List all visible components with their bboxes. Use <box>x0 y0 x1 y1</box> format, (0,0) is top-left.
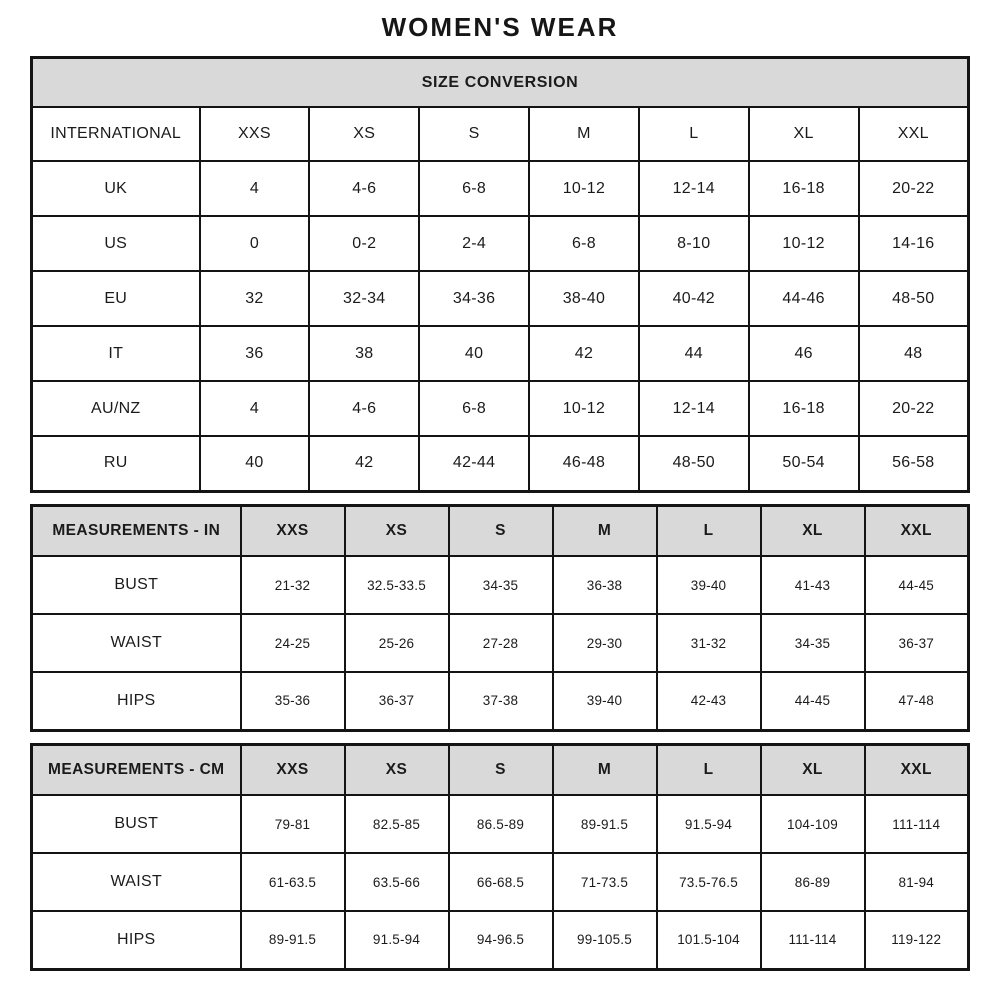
size-value-cell: 47-48 <box>865 672 969 730</box>
row-label: AU/NZ <box>32 381 200 436</box>
size-value-cell: 38-40 <box>529 271 639 326</box>
table-row <box>32 556 969 614</box>
size-value-cell: 37-38 <box>449 672 553 730</box>
size-value-cell: 32-34 <box>309 271 419 326</box>
table-row <box>32 853 969 911</box>
size-value-cell: 39-40 <box>657 556 761 614</box>
size-value-cell: 6-8 <box>419 381 529 436</box>
size-guide-page <box>30 0 970 971</box>
size-column-header: XS <box>345 744 449 795</box>
table-row <box>32 911 969 969</box>
size-value-cell: 4-6 <box>309 161 419 216</box>
size-value-cell: 36 <box>200 326 310 381</box>
size-value-cell: 81-94 <box>865 853 969 911</box>
size-value-cell: 56-58 <box>859 436 969 491</box>
size-value-cell: 46-48 <box>529 436 639 491</box>
row-label: HIPS <box>32 911 241 969</box>
size-column-header: XS <box>345 505 449 556</box>
size-value-cell: 4 <box>200 161 310 216</box>
size-column-header: XL <box>761 744 865 795</box>
size-value-cell: 36-37 <box>865 614 969 672</box>
size-value-cell: 50-54 <box>749 436 859 491</box>
size-value-cell: 111-114 <box>865 795 969 853</box>
size-value-cell: 48 <box>859 326 969 381</box>
size-column-header: XXL <box>859 107 969 161</box>
size-column-header: L <box>657 505 761 556</box>
size-value-cell: 89-91.5 <box>241 911 345 969</box>
size-value-cell: 46 <box>749 326 859 381</box>
size-column-header: S <box>419 107 529 161</box>
page-title: WOMEN'S WEAR <box>381 12 619 42</box>
size-value-cell: 34-36 <box>419 271 529 326</box>
size-value-cell: 16-18 <box>749 381 859 436</box>
size-column-header: M <box>553 744 657 795</box>
size-column-header: S <box>449 744 553 795</box>
size-value-cell: 0-2 <box>309 216 419 271</box>
size-value-cell: 89-91.5 <box>553 795 657 853</box>
row-label: UK <box>32 161 200 216</box>
size-value-cell: 86-89 <box>761 853 865 911</box>
size-column-header: S <box>449 505 553 556</box>
size-value-cell: 10-12 <box>749 216 859 271</box>
measurements-in-header-row <box>32 505 969 556</box>
size-value-cell: 42-43 <box>657 672 761 730</box>
measurements-in-body <box>32 556 969 730</box>
size-value-cell: 6-8 <box>419 161 529 216</box>
size-value-cell: 31-32 <box>657 614 761 672</box>
size-value-cell: 119-122 <box>865 911 969 969</box>
size-value-cell: 63.5-66 <box>345 853 449 911</box>
size-value-cell: 40-42 <box>639 271 749 326</box>
row-label: IT <box>32 326 200 381</box>
size-column-header: XXL <box>865 505 969 556</box>
size-value-cell: 42 <box>309 436 419 491</box>
size-column-header: L <box>639 107 749 161</box>
size-conversion-body <box>32 161 969 491</box>
table-row <box>32 381 969 436</box>
table-row <box>32 795 969 853</box>
size-value-cell: 73.5-76.5 <box>657 853 761 911</box>
size-value-cell: 44 <box>639 326 749 381</box>
size-value-cell: 20-22 <box>859 161 969 216</box>
size-value-cell: 36-37 <box>345 672 449 730</box>
size-value-cell: 39-40 <box>553 672 657 730</box>
size-value-cell: 61-63.5 <box>241 853 345 911</box>
size-value-cell: 104-109 <box>761 795 865 853</box>
size-value-cell: 0 <box>200 216 310 271</box>
size-value-cell: 29-30 <box>553 614 657 672</box>
size-value-cell: 82.5-85 <box>345 795 449 853</box>
table-row <box>32 672 969 730</box>
row-label: BUST <box>32 556 241 614</box>
row-label: HIPS <box>32 672 241 730</box>
size-value-cell: 34-35 <box>449 556 553 614</box>
size-conversion-table <box>30 56 970 493</box>
table-row <box>32 326 969 381</box>
size-value-cell: 101.5-104 <box>657 911 761 969</box>
size-value-cell: 42-44 <box>419 436 529 491</box>
size-value-cell: 40 <box>200 436 310 491</box>
measurements-cm-header-row <box>32 744 969 795</box>
size-column-header: XXS <box>200 107 310 161</box>
size-value-cell: 66-68.5 <box>449 853 553 911</box>
row-label: RU <box>32 436 200 491</box>
size-value-cell: 111-114 <box>761 911 865 969</box>
size-value-cell: 27-28 <box>449 614 553 672</box>
row-label: US <box>32 216 200 271</box>
size-value-cell: 91.5-94 <box>657 795 761 853</box>
size-column-header: XXS <box>241 505 345 556</box>
label-column-header: MEASUREMENTS - CM <box>32 744 241 795</box>
size-value-cell: 40 <box>419 326 529 381</box>
size-value-cell: 91.5-94 <box>345 911 449 969</box>
row-label: BUST <box>32 795 241 853</box>
label-column-header: MEASUREMENTS - IN <box>32 505 241 556</box>
size-value-cell: 32 <box>200 271 310 326</box>
size-column-header: XS <box>309 107 419 161</box>
size-value-cell: 12-14 <box>639 381 749 436</box>
size-value-cell: 34-35 <box>761 614 865 672</box>
size-value-cell: 4 <box>200 381 310 436</box>
table-row <box>32 161 969 216</box>
size-value-cell: 44-45 <box>865 556 969 614</box>
size-column-header: M <box>529 107 639 161</box>
size-value-cell: 20-22 <box>859 381 969 436</box>
size-column-header: XL <box>761 505 865 556</box>
size-value-cell: 38 <box>309 326 419 381</box>
measurements-cm-body <box>32 795 969 969</box>
size-value-cell: 21-32 <box>241 556 345 614</box>
size-value-cell: 8-10 <box>639 216 749 271</box>
size-value-cell: 36-38 <box>553 556 657 614</box>
size-column-header: L <box>657 744 761 795</box>
size-value-cell: 6-8 <box>529 216 639 271</box>
table-row <box>32 271 969 326</box>
label-column-header: INTERNATIONAL <box>32 107 200 161</box>
size-column-header: XXS <box>241 744 345 795</box>
measurements-in-table <box>30 504 970 732</box>
size-value-cell: 79-81 <box>241 795 345 853</box>
table-row <box>32 436 969 491</box>
size-value-cell: 14-16 <box>859 216 969 271</box>
size-value-cell: 16-18 <box>749 161 859 216</box>
size-value-cell: 10-12 <box>529 161 639 216</box>
size-value-cell: 41-43 <box>761 556 865 614</box>
size-conversion-columns-row <box>32 107 969 161</box>
row-label: WAIST <box>32 614 241 672</box>
row-label: EU <box>32 271 200 326</box>
size-value-cell: 42 <box>529 326 639 381</box>
size-value-cell: 48-50 <box>639 436 749 491</box>
size-value-cell: 32.5-33.5 <box>345 556 449 614</box>
size-value-cell: 24-25 <box>241 614 345 672</box>
size-conversion-banner-row <box>32 58 969 108</box>
row-label: WAIST <box>32 853 241 911</box>
size-value-cell: 2-4 <box>419 216 529 271</box>
size-column-header: M <box>553 505 657 556</box>
size-column-header: XL <box>749 107 859 161</box>
size-value-cell: 35-36 <box>241 672 345 730</box>
size-value-cell: 10-12 <box>529 381 639 436</box>
size-value-cell: 71-73.5 <box>553 853 657 911</box>
size-value-cell: 94-96.5 <box>449 911 553 969</box>
size-conversion-header: SIZE CONVERSION <box>32 58 969 108</box>
size-value-cell: 99-105.5 <box>553 911 657 969</box>
size-value-cell: 12-14 <box>639 161 749 216</box>
size-column-header: XXL <box>865 744 969 795</box>
table-row <box>32 614 969 672</box>
size-value-cell: 44-46 <box>749 271 859 326</box>
size-value-cell: 4-6 <box>309 381 419 436</box>
size-value-cell: 25-26 <box>345 614 449 672</box>
measurements-cm-table <box>30 743 970 971</box>
size-value-cell: 44-45 <box>761 672 865 730</box>
size-value-cell: 86.5-89 <box>449 795 553 853</box>
table-row <box>32 216 969 271</box>
size-value-cell: 48-50 <box>859 271 969 326</box>
